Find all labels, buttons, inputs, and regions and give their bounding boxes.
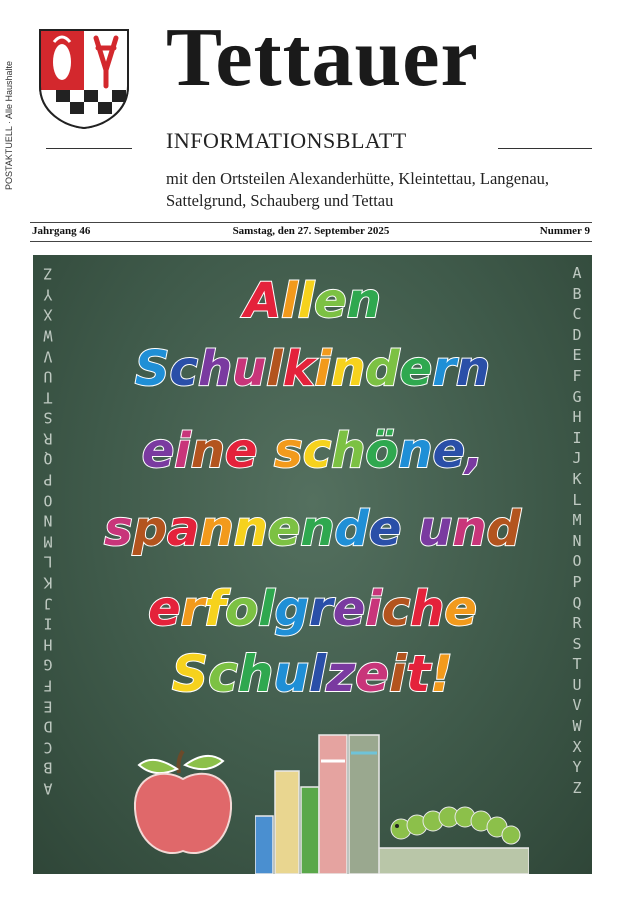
chalk-alphabet-right: A B C D E F G H I J K L M N O P Q R S T U V W X Y Z [572,264,582,797]
districts-line: Sattelgrund, Schauberg und Tettau [166,191,394,210]
caterpillar-icon [379,803,529,874]
apple-icon [129,745,239,865]
districts [166,168,606,212]
greeting-line: eine schöne, [141,423,484,479]
greeting-line: Schulkindern [134,341,491,397]
newspaper-title: Tettauer [166,11,479,104]
issue-info-bar [30,222,592,242]
issue-number: Nummer 9 [539,225,590,237]
greeting-line: erfolgreiche [148,581,477,637]
subtitle-row [38,126,592,156]
divider [46,148,132,149]
coat-of-arms-icon [38,28,130,130]
greeting-line: Allen [244,273,381,329]
districts-line: mit den Ortsteilen Alexanderhütte, Kleintettau, Langenau, [166,169,550,188]
greeting-line: Schulzeit! [172,645,453,703]
volume-label: Jahrgang 46 [32,225,91,237]
cover-poster [33,255,592,874]
chalk-alphabet-left: A B C D E F G H I J K L M N O P Q R S T U V W X Y Z [43,264,53,798]
divider [498,148,592,149]
distribution-note: POSTAKTUELL · Alle Haushalte [4,60,14,190]
newspaper-subtitle: INFORMATIONSBLATT [166,128,407,153]
issue-date: Samstag, den 27. September 2025 [232,225,390,237]
books-icon [255,731,385,874]
greeting-line: spannende und [104,501,521,557]
